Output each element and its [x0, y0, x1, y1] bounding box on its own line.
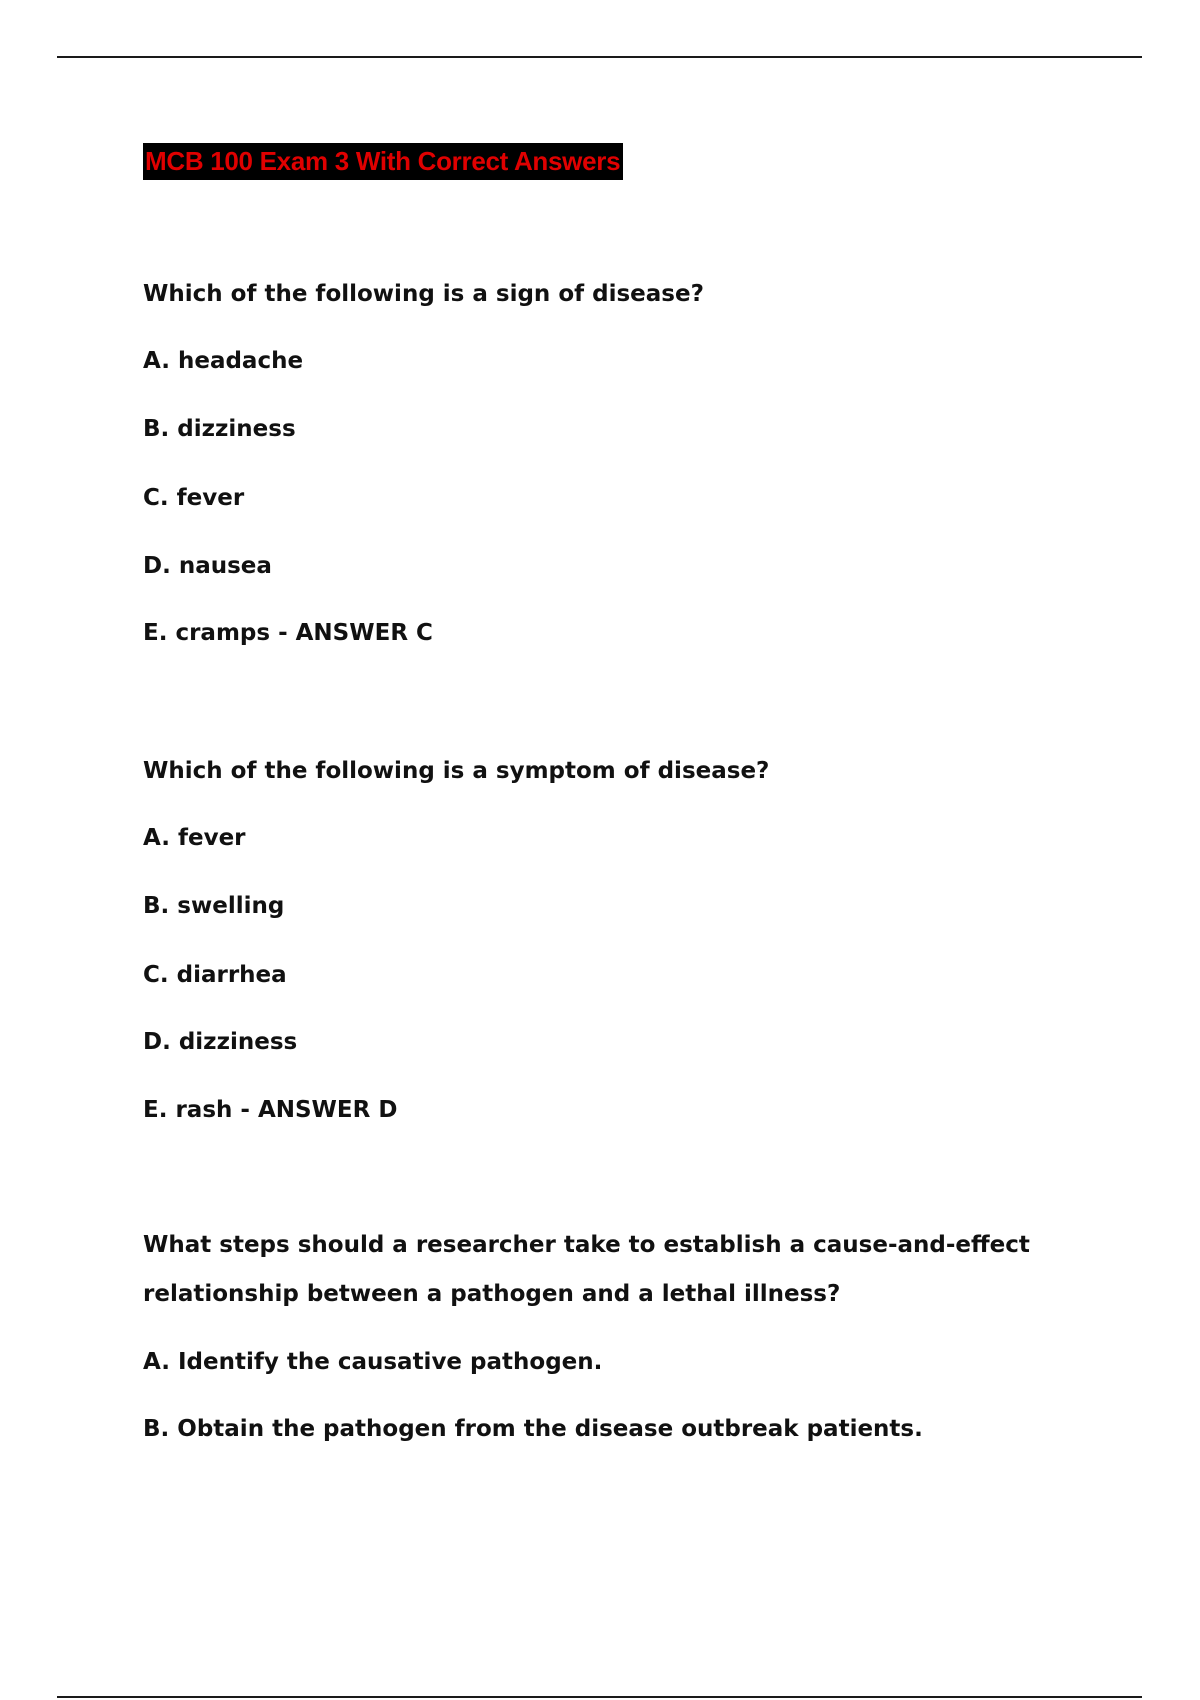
- question-3-option-b: B. Obtain the pathogen from the disease outbreak patients.: [143, 1416, 923, 1442]
- question-1-option-a: A. headache: [143, 348, 304, 374]
- question-2-option-c: C. diarrhea: [143, 962, 287, 988]
- question-1-prompt: Which of the following is a sign of disease?: [143, 281, 704, 307]
- question-1-option-b: B. dizziness: [143, 416, 296, 442]
- question-2-option-d: D. dizziness: [143, 1029, 298, 1055]
- question-2-option-a: A. fever: [143, 825, 246, 851]
- question-1-option-c: C. fever: [143, 485, 245, 511]
- top-rule: [57, 56, 1142, 58]
- question-3-option-a: A. Identify the causative pathogen.: [143, 1349, 603, 1375]
- question-1-option-d: D. nausea: [143, 553, 272, 579]
- question-2-prompt: Which of the following is a symptom of disease?: [143, 758, 770, 784]
- question-1-option-e-answer: E. cramps - ANSWER C: [143, 620, 433, 646]
- question-2-option-e-answer: E. rash - ANSWER D: [143, 1097, 398, 1123]
- document-title: MCB 100 Exam 3 With Correct Answers: [143, 143, 623, 180]
- question-2-option-b: B. swelling: [143, 893, 285, 919]
- question-3-prompt-line-2: relationship between a pathogen and a lethal illness?: [143, 1281, 841, 1307]
- question-3-prompt-line-1: What steps should a researcher take to establish a cause-and-effect: [143, 1232, 1030, 1258]
- bottom-rule: [57, 1696, 1142, 1698]
